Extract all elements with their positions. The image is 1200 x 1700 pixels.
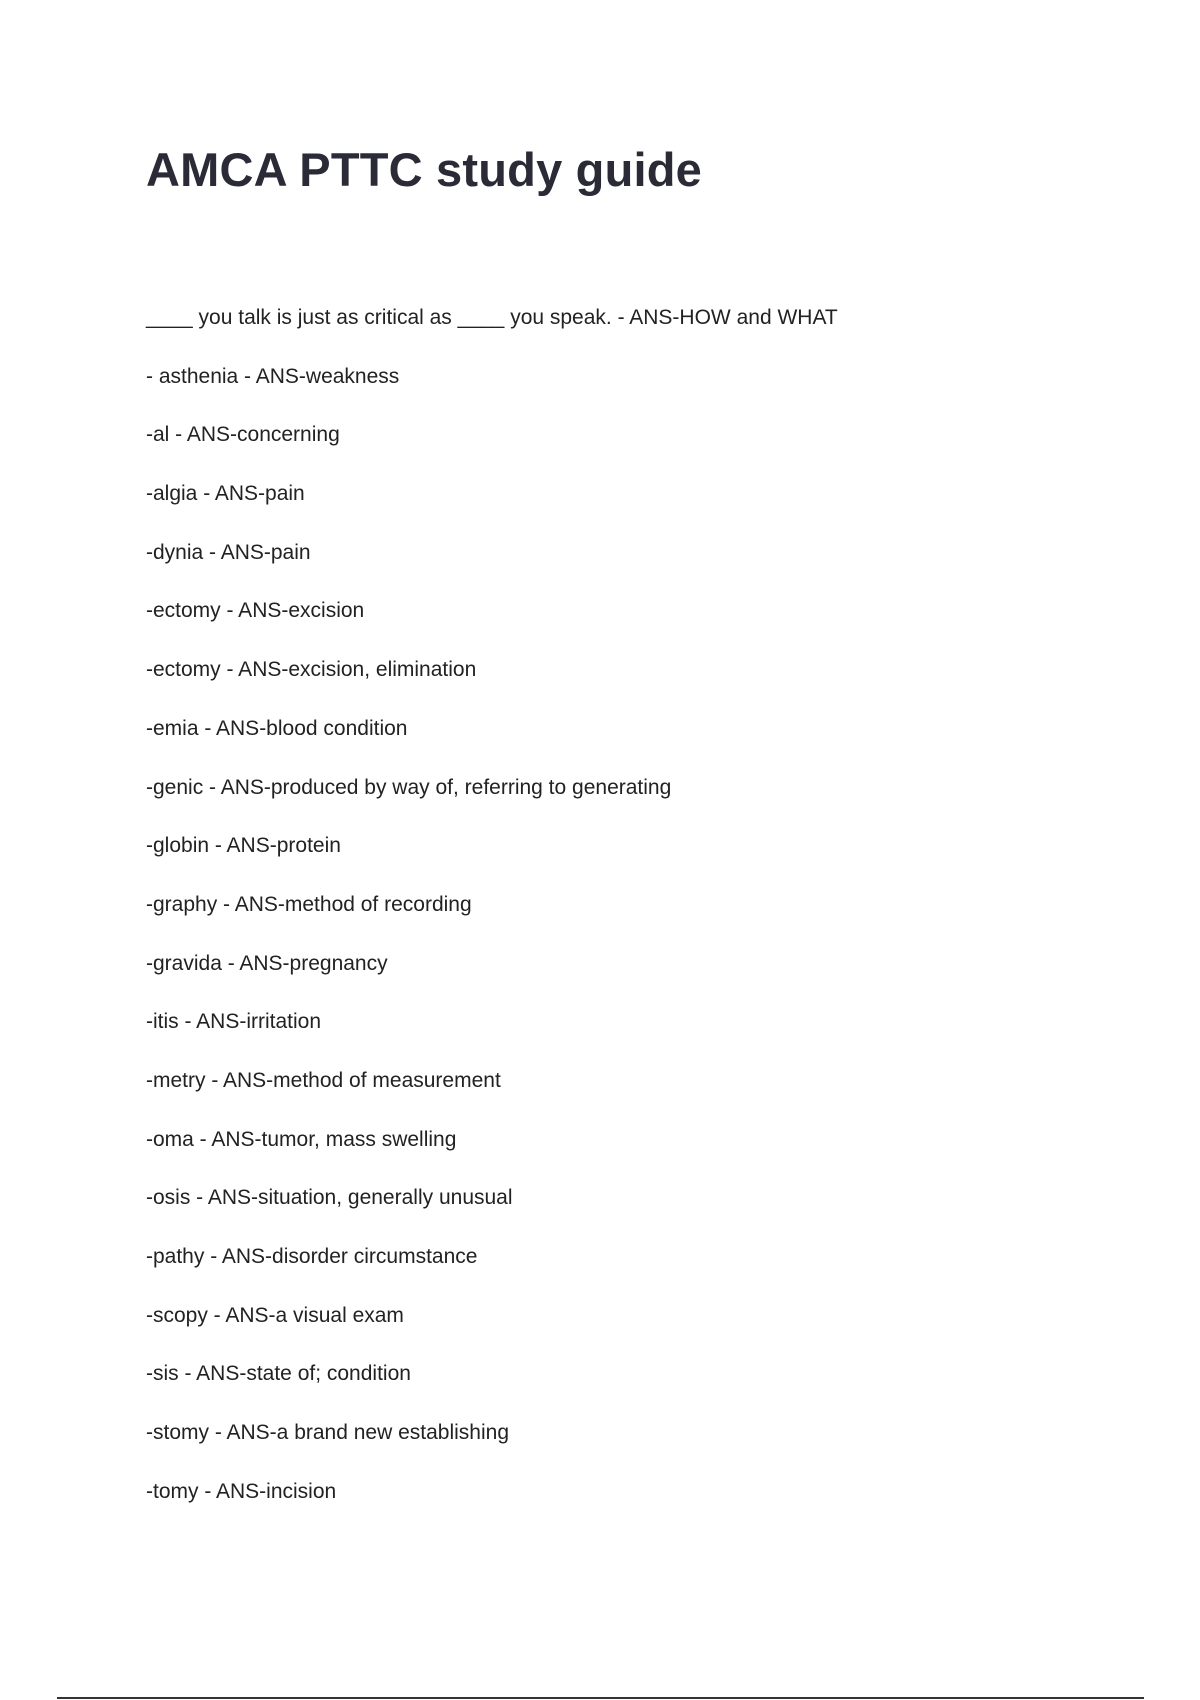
study-entry: -scopy - ANS-a visual exam xyxy=(146,1303,404,1327)
study-entry: -gravida - ANS-pregnancy xyxy=(146,951,388,975)
study-entry: -graphy - ANS-method of recording xyxy=(146,892,472,916)
study-entry: -genic - ANS-produced by way of, referring to generating xyxy=(146,775,672,799)
study-entry: -oma - ANS-tumor, mass swelling xyxy=(146,1127,457,1151)
study-entry: - asthenia - ANS-weakness xyxy=(146,364,400,388)
study-entry: -globin - ANS-protein xyxy=(146,834,341,858)
study-entry: -ectomy - ANS-excision, elimination xyxy=(146,658,477,682)
study-entry: -stomy - ANS-a brand new establishing xyxy=(146,1421,509,1445)
study-entry: ____ you talk is just as critical as ____ you speak. - ANS-HOW and WHAT xyxy=(146,306,838,329)
study-entry: -tomy - ANS-incision xyxy=(146,1479,337,1503)
study-entry: -pathy - ANS-disorder circumstance xyxy=(146,1245,478,1268)
document-title: AMCA PTTC study guide xyxy=(146,143,702,196)
footer-divider xyxy=(57,1697,1144,1699)
study-entry: -itis - ANS-irritation xyxy=(146,1010,322,1034)
study-entry: -algia - ANS-pain xyxy=(146,482,305,506)
study-entry: -osis - ANS-situation, generally unusual xyxy=(146,1186,513,1210)
study-entry: -al - ANS-concerning xyxy=(146,423,340,447)
study-entry: -metry - ANS-method of measurement xyxy=(146,1068,501,1092)
study-guide-entries xyxy=(146,304,838,1536)
study-entry: -sis - ANS-state of; condition xyxy=(146,1362,411,1386)
study-entry: -ectomy - ANS-excision xyxy=(146,599,365,623)
study-entry: -emia - ANS-blood condition xyxy=(146,716,408,740)
study-entry: -dynia - ANS-pain xyxy=(146,540,311,564)
